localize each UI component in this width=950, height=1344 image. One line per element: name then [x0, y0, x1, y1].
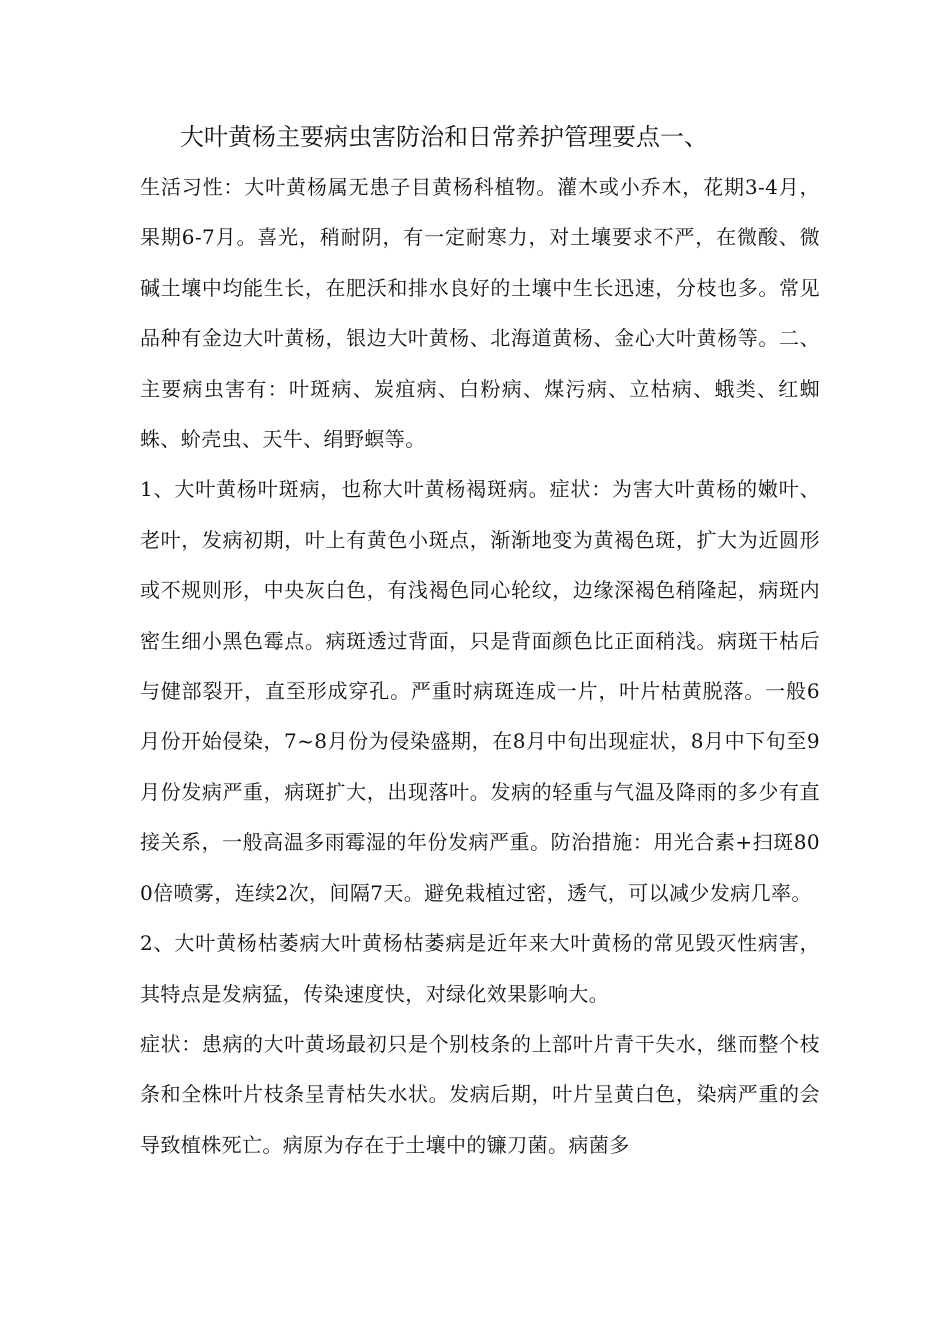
paragraph-wilt-symptoms: 症状：患病的大叶黄场最初只是个别枝条的上部叶片青干失水，继而整个枝条和全株叶片枝条呈青枯失水状。发病后期，叶片呈黄白色，染病严重的会导致植株死亡。病原为存在于土壤中的镰刀菌。病菌多 — [140, 1031, 820, 1157]
paragraph-wilt: 2、大叶黄杨枯萎病大叶黄杨枯萎病是近年来大叶黄杨的常见毁灭性病害，其特点是发病猛，传染速度快，对绿化效果影响大。 — [140, 931, 820, 1006]
document-page — [140, 112, 820, 1170]
paragraph-habits: 生活习性：大叶黄杨属无患子目黄杨科植物。灌木或小乔木，花期3-4月，果期6-7月。喜光，稍耐阴，有一定耐寒力，对土壤要求不严，在微酸、微碱土壤中均能生长，在肥沃和排水良好的土壤中生长迅速，分枝也多。常见品种有金边大叶黄杨，银边大叶黄杨、北海道黄杨、金心大叶黄杨等。二、主要病虫害有：叶斑病、炭疽病、白粉病、煤污病、立枯病、蛾类、红蜘蛛、蚧壳虫、天牛、绢野螟等。 — [140, 175, 820, 452]
paragraph-leaf-spot: 1、大叶黄杨叶斑病，也称大叶黄杨褐斑病。症状：为害大叶黄杨的嫩叶、老叶，发病初期，叶上有黄色小斑点，渐渐地变为黄褐色斑，扩大为近圆形或不规则形，中央灰白色，有浅褐色同心轮纹，边缘深褐色稍隆起，病斑内密生细小黑色霉点。病斑透过背面，只是背面颜色比正面稍浅。病斑干枯后与健部裂开，直至形成穿孔。严重时病斑连成一片，叶片枯黄脱落。一般6月份开始侵染，7~8月份为侵染盛期，在8月中旬出现症状，8月中下旬至9月份发病严重，病斑扩大，出现落叶。发病的轻重与气温及降雨的多少有直接关系，一般高温多雨霉湿的年份发病严重。防治措施：用光合素+扫斑800倍喷雾，连续2次，间隔7天。避免栽植过密，透气，可以减少发病几率。 — [140, 477, 820, 905]
document-title: 大叶黄杨主要病虫害防治和日常养护管理要点一、 — [180, 123, 708, 151]
